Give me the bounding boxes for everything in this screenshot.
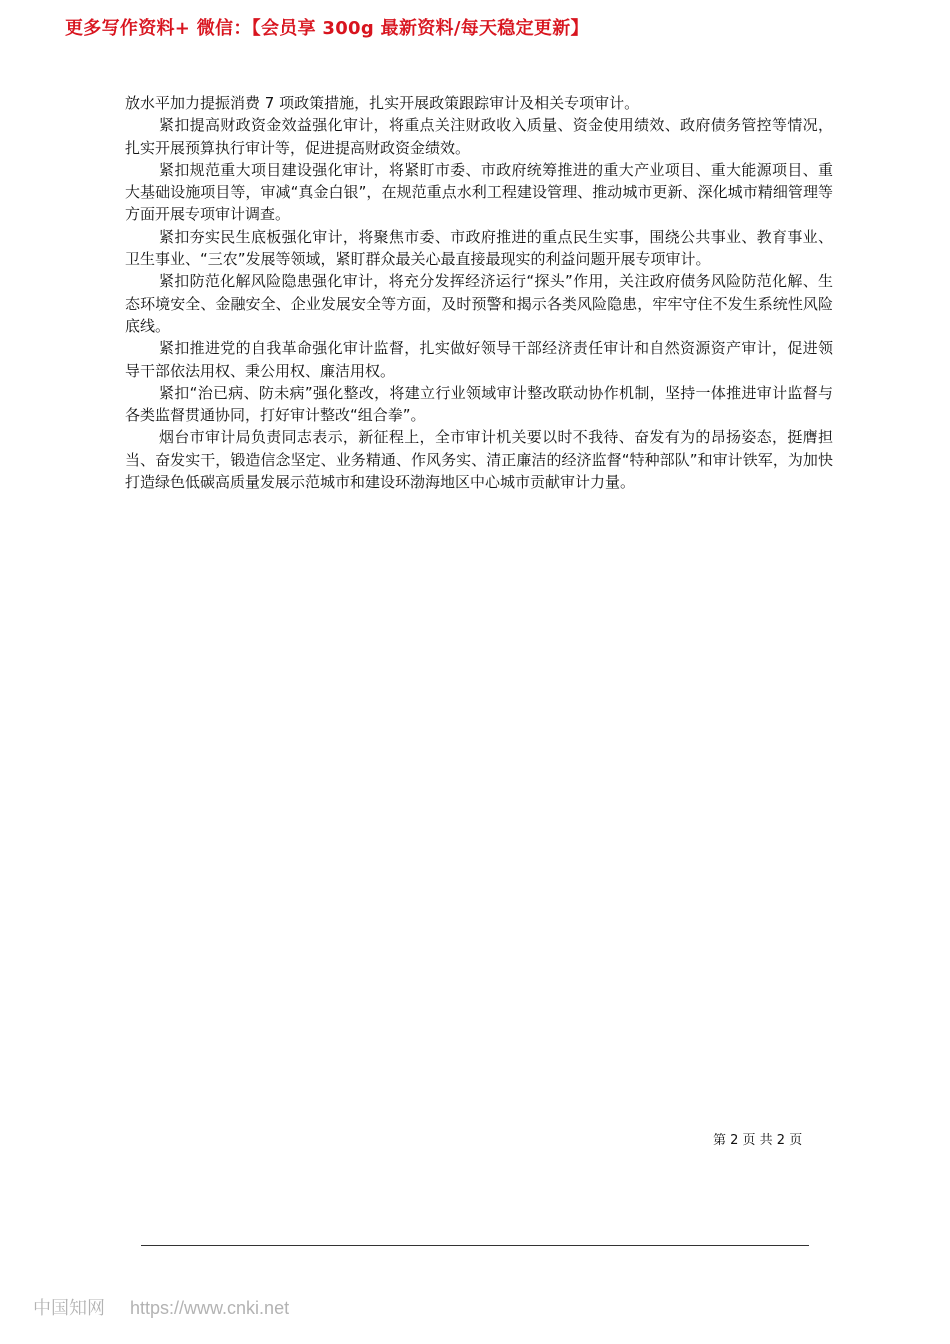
- paragraph-party-audit: 紧扣推进党的自我革命强化审计监督，扎实做好领导干部经济责任审计和自然资源资产审计，促进领导干部依法用权、秉公用权、廉洁用权。: [125, 339, 833, 380]
- paragraph-rectification: 紧扣“治已病、防未病”强化整改，将建立行业领域审计整改联动协作机制，坚持一体推进审计监督与各类监督贯通协同，打好审计整改“组合拳”。: [125, 383, 833, 425]
- paragraph-major-projects-audit: 紧扣规范重大项目建设强化审计，将紧盯市委、市政府统筹推进的重大产业项目、重大能源项目、重大基础设施项目等，审减“真金白银”，在规范重点水利工程建设管理、推动城市更新、深化城市精细管理等方面开展专项审计调查。: [125, 160, 833, 224]
- document-body: [125, 92, 833, 493]
- cnki-watermark: [33, 1294, 289, 1320]
- watermark-brand: 中国知网: [33, 1298, 105, 1318]
- paragraph-livelihood-audit: 紧扣夯实民生底板强化审计，将聚焦市委、市政府推进的重点民生实事，围绕公共事业、教育事业、卫生事业、“三农”发展等领域，紧盯群众最关心最直接最现实的利益问题开展专项审计。: [125, 227, 833, 269]
- promo-banner: 更多写作资料+ 微信：【会员享 300g 最新资料/每天稳定更新】: [65, 18, 589, 39]
- paragraph-conclusion: 烟台市审计局负责同志表示，新征程上，全市审计机关要以时不我待、奋发有为的昂扬姿态，挺膺担当、奋发实干，锻造信念坚定、业务精通、作风务实、清正廉洁的经济监督“特种部队”和审计铁军，为加快打造绿色低碳高质量发展示范城市和建设环渤海地区中心城市贡献审计力量。: [125, 428, 833, 492]
- footer-divider: [141, 1245, 809, 1246]
- page-number: 第 2 页 共 2 页: [713, 1133, 803, 1148]
- paragraph-risk-audit: 紧扣防范化解风险隐患强化审计，将充分发挥经济运行“探头”作用，关注政府债务风险防范化解、生态环境安全、金融安全、企业发展安全等方面，及时预警和揭示各类风险隐患，牢牢守住不发生系统性风险底线。: [125, 272, 833, 335]
- paragraph-continuation: 放水平加力提振消费 7 项政策措施，扎实开展政策跟踪审计及相关专项审计。: [125, 94, 640, 112]
- watermark-url: https://www.cnki.net: [130, 1298, 290, 1318]
- paragraph-fiscal-audit: 紧扣提高财政资金效益强化审计，将重点关注财政收入质量、资金使用绩效、政府债务管控等情况，扎实开展预算执行审计等，促进提高财政资金绩效。: [125, 116, 833, 157]
